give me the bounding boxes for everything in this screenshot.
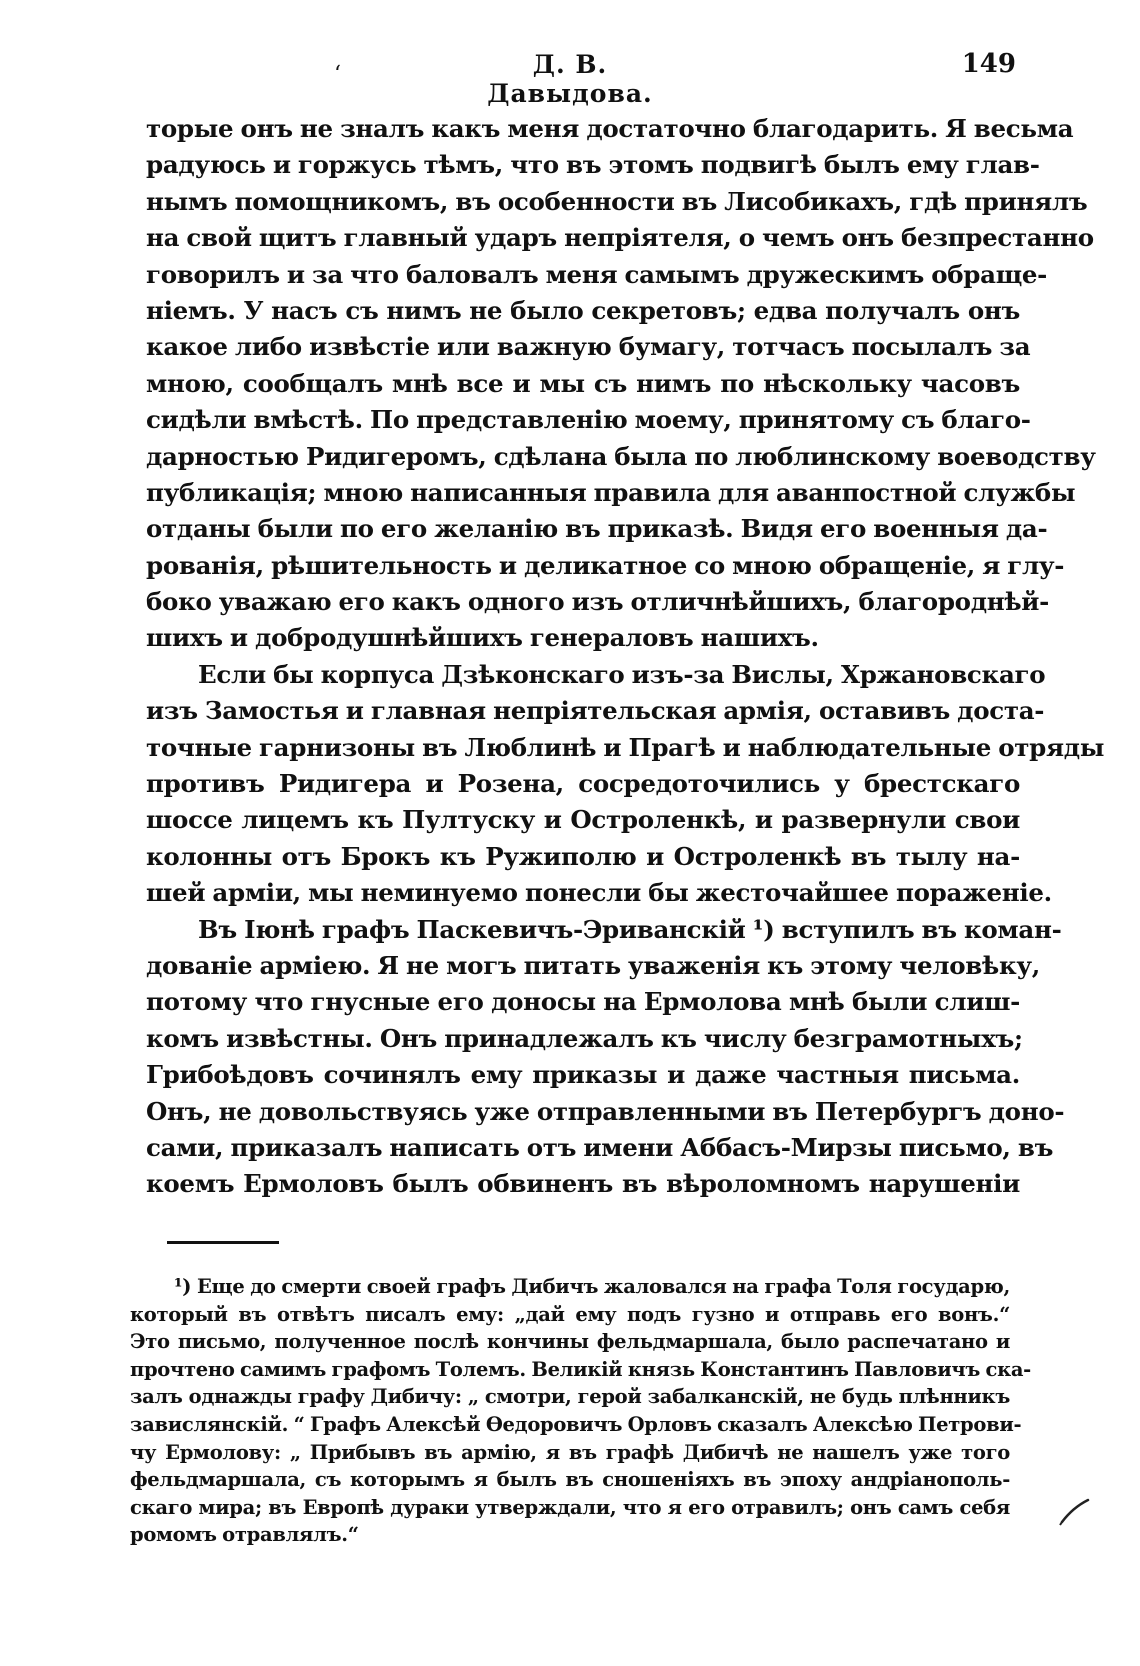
main-text	[146, 111, 1105, 1203]
footnote-line: залъ однажды графу Дибичу: „ смотри, герой забалканскій, не будь плѣнникъ	[130, 1385, 1010, 1409]
text-line: рованія, рѣшительность и деликатное со мною обращеніе, я глу-	[146, 550, 1065, 580]
text-line: точные гарнизоны въ Люблинѣ и Прагѣ и наблюдательные отряды	[146, 732, 1105, 762]
text-line: шихъ и добродушнѣйшихъ генераловъ нашихъ.	[146, 623, 819, 653]
text-line: потому что гнусные его доносы на Ермолова мнѣ были слиш-	[146, 987, 1020, 1017]
text-line: радуюсь и горжусь тѣмъ, что въ этомъ подвигѣ былъ ему глав-	[146, 150, 1040, 180]
text-line: отданы были по его желанію въ приказѣ. Видя его военныя да-	[146, 514, 1048, 544]
text-line: дованіе арміею. Я не могъ питать уваженія къ этому человѣку,	[146, 950, 1040, 980]
text-line: шей арміи, мы неминуемо понесли бы жесточайшее пораженіе.	[146, 878, 1052, 908]
text-line: какое либо извѣстіе или важную бумагу, тотчасъ посылалъ за	[146, 332, 1031, 362]
footnote-divider	[167, 1241, 279, 1244]
text-line: комъ извѣстны. Онъ принадлежалъ къ числу безграмотныхъ;	[146, 1023, 1023, 1053]
text-line: дарностью Ридигеромъ, сдѣлана была по люблинскому воеводству	[146, 441, 1096, 471]
text-line: говорилъ и за что баловалъ меня самымъ дружескимъ обраще-	[146, 259, 1048, 289]
text-line: коемъ Ермоловъ былъ обвиненъ въ вѣроломномъ нарушеніи	[146, 1169, 1020, 1199]
text-line: торые онъ не зналъ какъ меня достаточно благодарить. Я весьма	[146, 114, 1074, 143]
text-line: сидѣли вмѣстѣ. По представленію моему, принятому съ благо-	[146, 405, 1031, 435]
text-line: Онъ, не довольствуясь уже отправленными въ Петербургъ доно-	[146, 1096, 1065, 1126]
text-line: боко уважаю его какъ одного изъ отличнѣйшихъ, благороднѣй-	[146, 587, 1050, 617]
footnote-line: прочтено самимъ графомъ Толемъ. Великій князь Константинъ Павловичъ ска-	[130, 1357, 1031, 1381]
text-line: сами, приказалъ написать отъ имени Аббасъ-Мирзы письмо, въ	[146, 1132, 1054, 1162]
text-line: публикація; мною написанныя правила для аванпостной службы	[146, 477, 1076, 507]
footnote-line: фельдмаршала, съ которымъ я былъ въ сношеніяхъ въ эпоху андріанополь-	[130, 1468, 1010, 1492]
text-line: Въ Іюнѣ графъ Паскевичъ-Эриванскій ¹) вступилъ въ коман-	[198, 914, 1062, 944]
footnote-line: который въ отвѣтъ писалъ ему: „дай ему подъ гузно и отправь его вонъ.“	[130, 1302, 1010, 1326]
footnote-line: завислянскій. “ Графъ Алексѣй Ѳедоровичъ Орловъ сказалъ Алексѣю Петрови-	[130, 1412, 1022, 1436]
page-number: 149	[961, 49, 1016, 79]
text-line: Грибоѣдовъ сочинялъ ему приказы и даже частныя письма.	[146, 1060, 1020, 1090]
text-line: шоссе лицемъ къ Пултуску и Остроленкѣ, и развернули свои	[146, 805, 1020, 835]
running-title: Д. В. Давыдова.	[487, 50, 653, 108]
footnote-line: ¹) Еще до смерти своей графъ Дибичъ жаловался на графа Толя государю,	[174, 1275, 1010, 1298]
text-line: ніемъ. У насъ съ нимъ не было секретовъ; едва получалъ онъ	[146, 295, 1020, 325]
text-line: колонны отъ Брокъ къ Ружиполю и Остроленкѣ въ тылу на-	[146, 841, 1020, 871]
text-line: нымъ помощникомъ, въ особенности въ Лисобикахъ, гдѣ принялъ	[146, 186, 1088, 216]
text-line: на свой щитъ главный ударъ непріятеля, о чемъ онъ безпрестанно	[146, 223, 1094, 253]
text-line: Если бы корпуса Дзѣконскаго изъ-за Вислы, Хржановскаго	[198, 659, 1046, 689]
header-tick-mark: ʻ	[334, 62, 341, 87]
text-line: противъ Ридигера и Розена, сосредоточились у брестскаго	[146, 769, 1020, 799]
footnote	[130, 1273, 1031, 1549]
footnote-line: Это письмо, полученное послѣ кончины фельдмаршала, было распечатано и	[130, 1330, 1010, 1354]
footnote-line: ромомъ отравлялъ.“	[130, 1523, 359, 1547]
pencil-stroke-mark	[1058, 1496, 1092, 1526]
text-line: изъ Замостья и главная непріятельская армія, оставивъ доста-	[146, 696, 1045, 726]
footnote-line: чу Ермолову: „ Прибывъ въ армію, я въ графѣ Дибичѣ не нашелъ уже того	[130, 1440, 1010, 1464]
footnote-line: скаго мира; въ Европѣ дураки утверждали, что я его отравилъ; онъ самъ себя	[130, 1495, 1010, 1519]
text-line: мною, сообщалъ мнѣ все и мы съ нимъ по нѣскольку часовъ	[146, 368, 1020, 398]
